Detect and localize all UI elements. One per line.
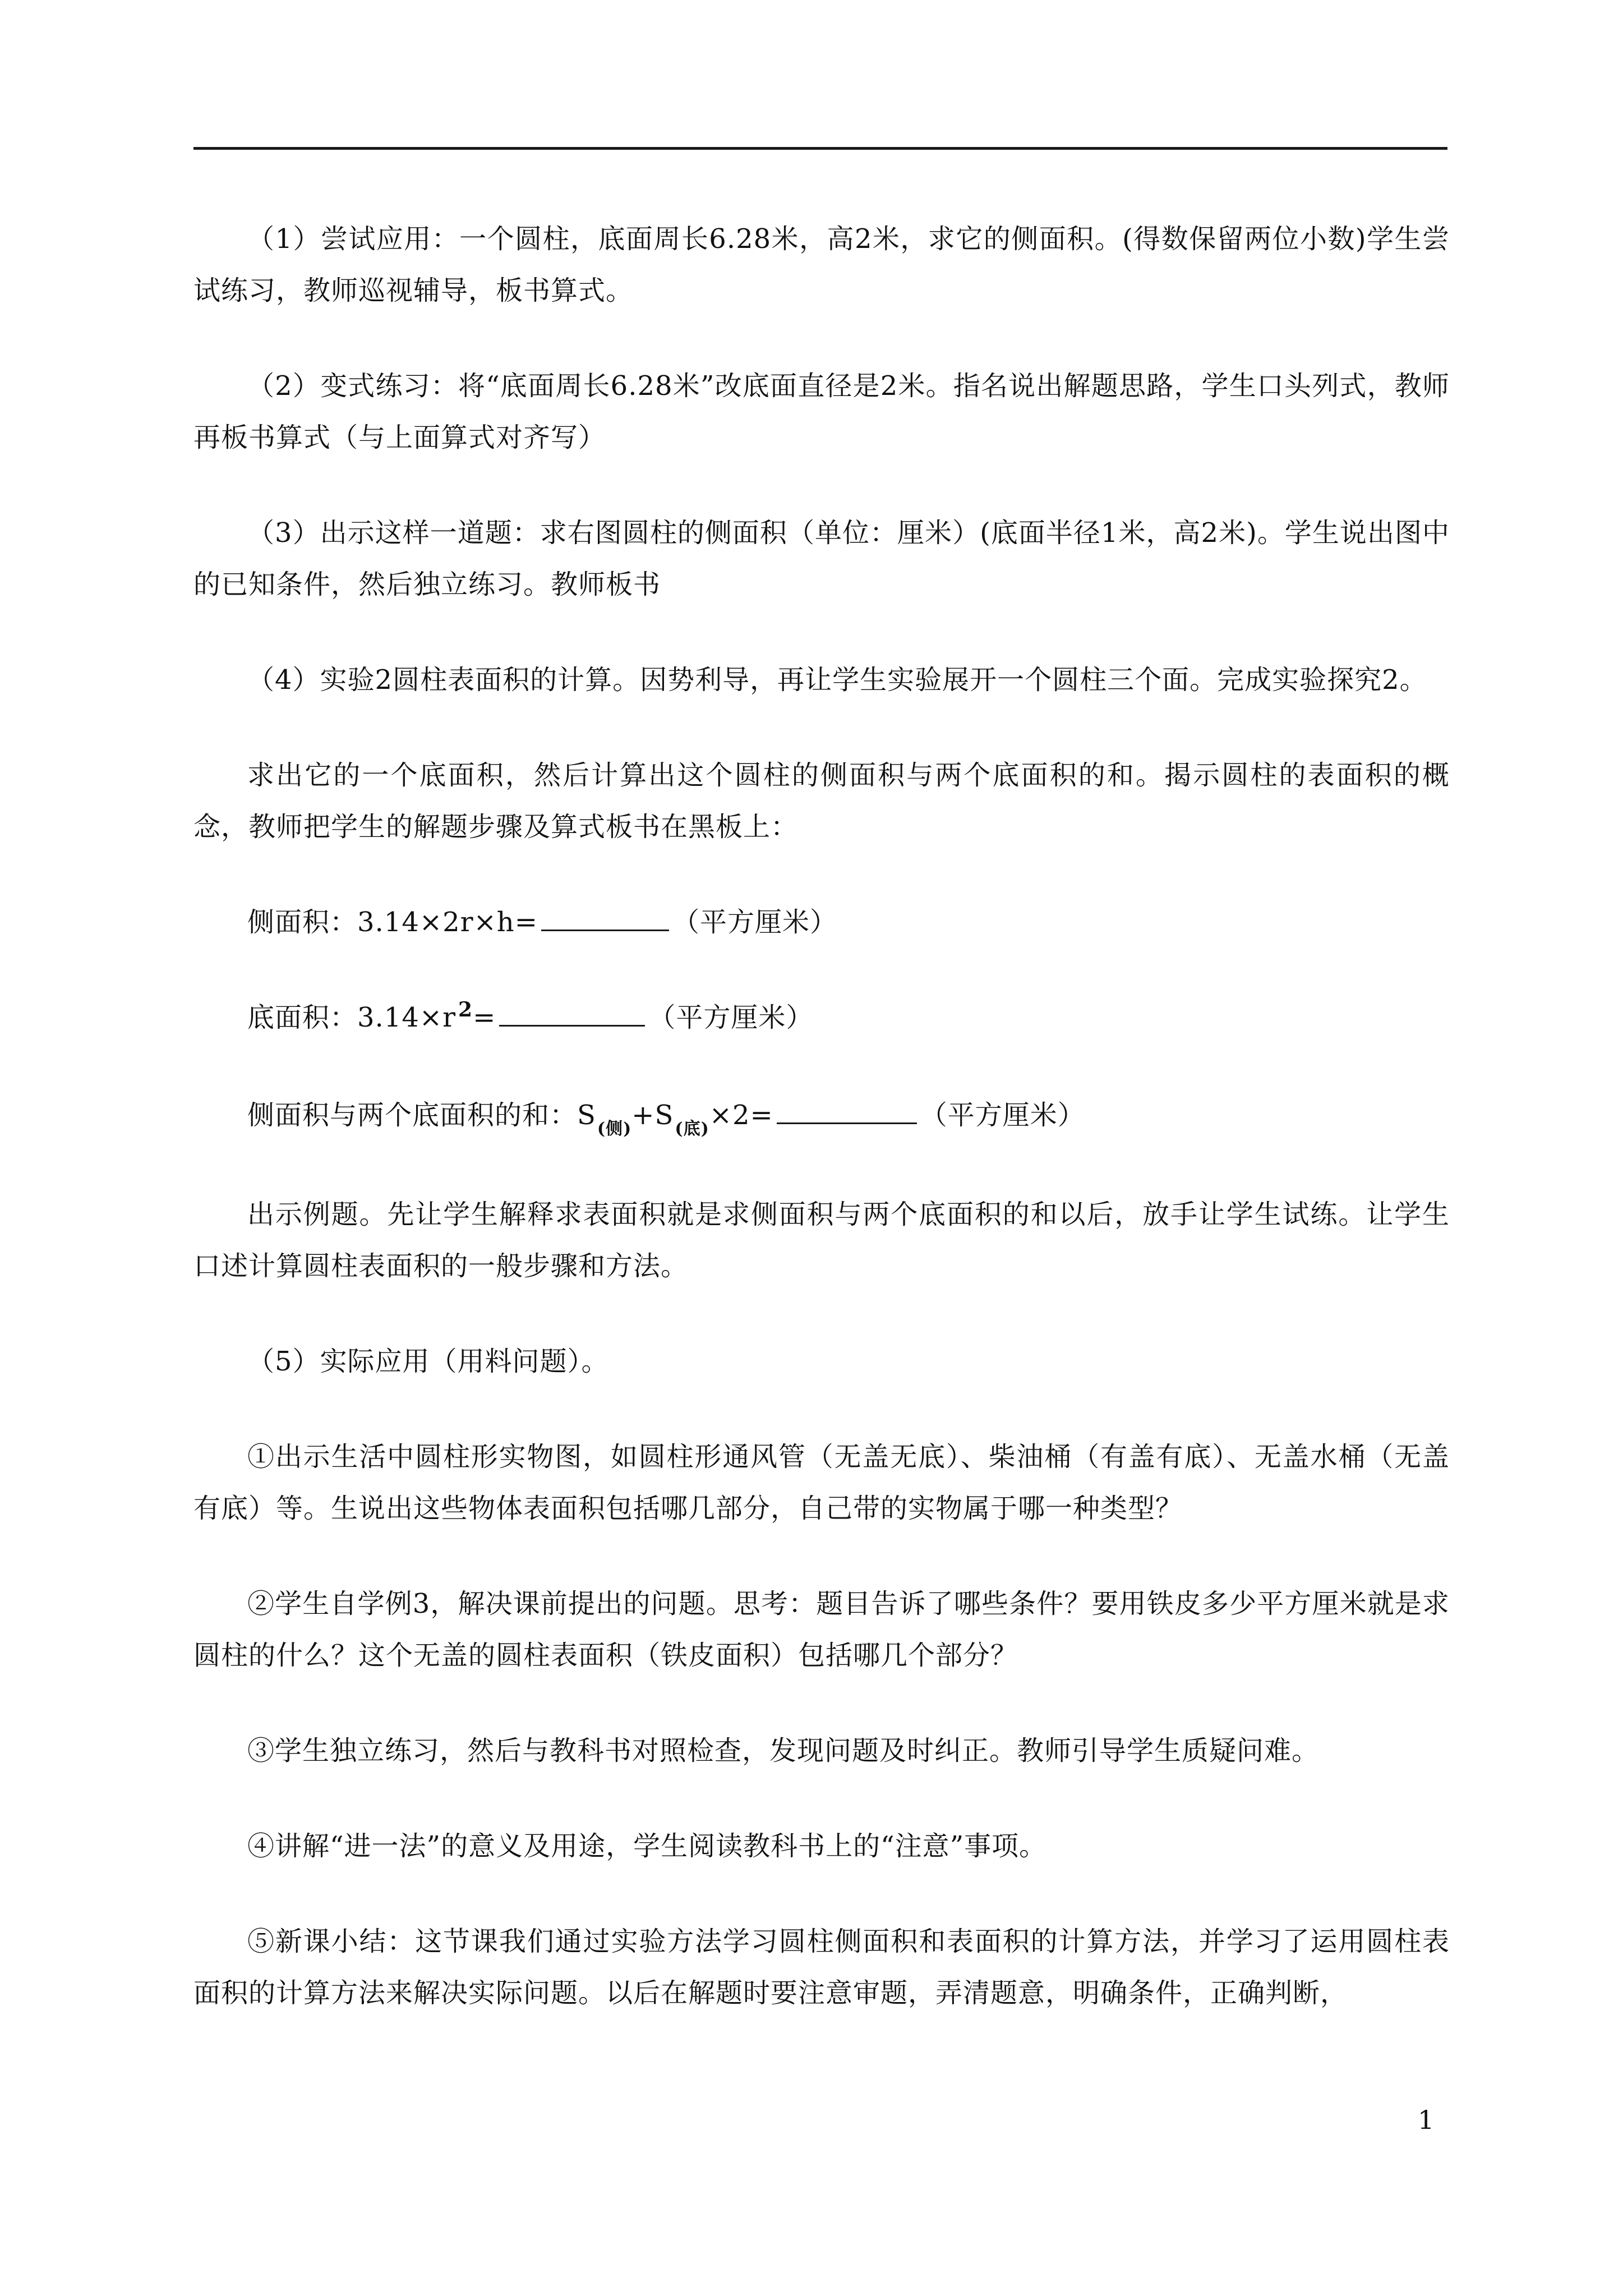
paragraph-item-2: ②学生自学例3，解决课前提出的问题。思考：题目告诉了哪些条件？要用铁皮多少平方厘米就是求圆柱的什么？这个无盖的圆柱表面积（铁皮面积）包括哪几个部分？	[193, 1588, 1450, 1671]
paragraph-practical-application: （5）实际应用（用料问题）。	[247, 1346, 609, 1377]
plus-s: +S	[631, 1099, 674, 1131]
formula-total-area	[193, 1089, 1450, 1145]
paragraph-item-5: ⑤新课小结：这节课我们通过实验方法学习圆柱侧面积和表面积的计算方法，并学习了运用圆柱表面积的计算方法来解决实际问题。以后在解题时要注意审题，弄清题意，明确条件，正确判断，	[193, 1926, 1450, 2009]
answer-blank	[777, 1098, 917, 1124]
paragraph-show-problem: （3）出示这样一道题：求右图圆柱的侧面积（单位：厘米）(底面半径1米，高2米)。学生说出图中的已知条件，然后独立练习。教师板书	[193, 517, 1450, 600]
paragraph-item-4: ④讲解“进一法”的意义及用途，学生阅读教科书上的“注意”事项。	[247, 1830, 1047, 1862]
equals-sign: =	[473, 1002, 496, 1033]
paragraph-surface-area-concept: 求出它的一个底面积，然后计算出这个圆柱的侧面积与两个底面积的和。揭示圆柱的表面积的概念，教师把学生的解题步骤及算式板书在黑板上：	[193, 760, 1450, 843]
subscript-lateral: (侧)	[597, 1119, 632, 1139]
times-two: ×2=	[709, 1099, 773, 1131]
formula-lateral-text: 侧面积：3.14×2r×h=	[247, 907, 538, 938]
exponent: 2	[458, 998, 473, 1022]
answer-blank	[541, 905, 669, 931]
formula-base-text: 底面积：3.14×r	[247, 1002, 457, 1033]
header-rule	[193, 147, 1447, 150]
answer-blank	[499, 1000, 645, 1027]
formula-unit: （平方厘米）	[672, 907, 837, 938]
formula-unit: （平方厘米）	[920, 1099, 1085, 1131]
formula-unit: （平方厘米）	[648, 1002, 814, 1033]
formula-lateral-area	[193, 896, 1450, 948]
page-number: 1	[1418, 2105, 1435, 2135]
paragraph-try-apply: （1）尝试应用：一个圆柱，底面周长6.28米，高2米，求它的侧面积。(得数保留两位小数)学生尝试练习，教师巡视辅导，板书算式。	[193, 223, 1450, 306]
paragraph-experiment-2: （4）实验2圆柱表面积的计算。因势利导，再让学生实验展开一个圆柱三个面。完成实验探究2。	[247, 664, 1427, 696]
paragraph-item-3: ③学生独立练习，然后与教科书对照检查，发现问题及时纠正。教师引导学生质疑问难。	[247, 1735, 1320, 1766]
paragraph-variant-practice: （2）变式练习：将“底面周长6.28米”改底面直径是2米。指名说出解题思路，学生口头列式，教师再板书算式（与上面算式对齐写）	[193, 370, 1450, 453]
document-body	[193, 213, 1450, 2063]
subscript-base: (底)	[675, 1119, 709, 1139]
paragraph-item-1: ①出示生活中圆柱形实物图，如圆柱形通风管（无盖无底）、柴油桶（有盖有底）、无盖水桶（无盖有底）等。生说出这些物体表面积包括哪几部分，自己带的实物属于哪一种类型？	[193, 1441, 1450, 1524]
formula-base-area	[193, 992, 1450, 1046]
paragraph-example: 出示例题。先让学生解释求表面积就是求侧面积与两个底面积的和以后，放手让学生试练。让学生口述计算圆柱表面积的一般步骤和方法。	[193, 1199, 1450, 1282]
formula-sum-text: 侧面积与两个底面积的和：S	[247, 1099, 596, 1131]
